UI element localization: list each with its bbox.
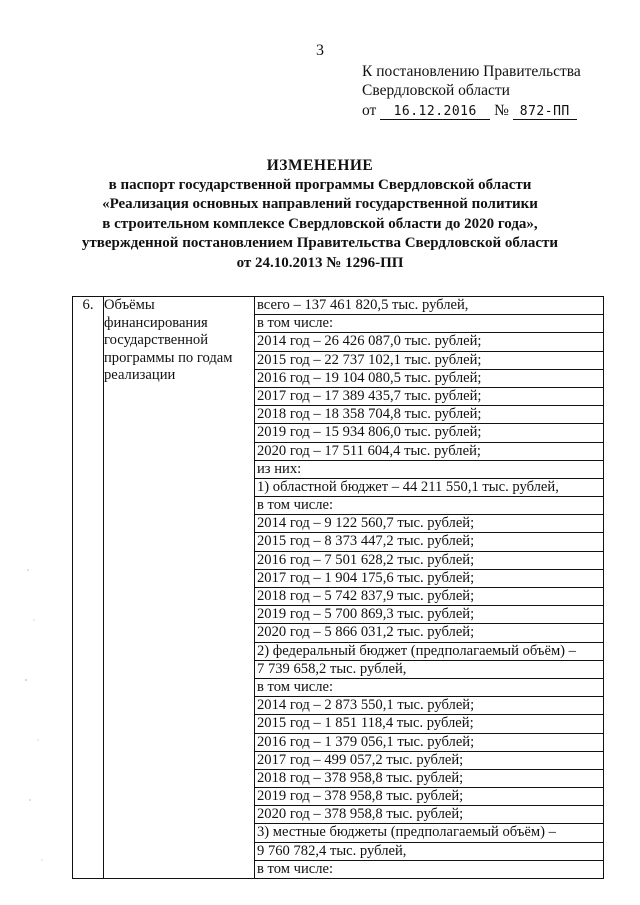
value-line: 2014 год – 26 426 087,0 тыс. рублей; bbox=[255, 333, 603, 351]
heading-line: от 24.10.2013 № 1296-ПП bbox=[236, 254, 404, 271]
value-line: 2018 год – 378 958,8 тыс. рублей; bbox=[255, 770, 603, 788]
value-line: 2015 год – 1 851 118,4 тыс. рублей; bbox=[255, 715, 603, 733]
approval-line-1: К постановлению Правительства bbox=[362, 63, 581, 80]
value-line: 2017 год – 17 389 435,7 тыс. рублей; bbox=[255, 388, 603, 406]
value-line: 2) федеральный бюджет (предполагаемый объём) – bbox=[255, 643, 603, 661]
value-lines bbox=[255, 297, 603, 878]
page-number: 3 bbox=[316, 42, 324, 59]
value-line: 2016 год – 19 104 080,5 тыс. рублей; bbox=[255, 370, 603, 388]
document-heading bbox=[0, 156, 640, 273]
value-line: из них: bbox=[255, 461, 603, 479]
value-line: 7 739 658,2 тыс. рублей, bbox=[255, 661, 603, 679]
value-line: в том числе: bbox=[257, 860, 334, 877]
row-label: Объёмы финансирования государственной программы по годам реализации bbox=[104, 297, 255, 879]
value-line: 1) областной бюджет – 44 211 550,1 тыс. рублей, bbox=[255, 479, 603, 497]
heading-line: «Реализация основных направлений государственной политики bbox=[102, 196, 538, 212]
heading-line: в строительном комплексе Свердловской области до 2020 года», bbox=[102, 215, 538, 232]
value-line: 2020 год – 378 958,8 тыс. рублей; bbox=[255, 806, 603, 824]
approval-line-2: Свердловской области bbox=[362, 82, 510, 99]
heading-line: в паспорт государственной программы Свердловской области bbox=[108, 176, 532, 193]
value-line: в том числе: bbox=[255, 679, 603, 697]
table-row bbox=[73, 297, 604, 879]
value-line: 2018 год – 5 742 837,9 тыс. рублей; bbox=[255, 588, 603, 606]
value-line: 2017 год – 499 057,2 тыс. рублей; bbox=[255, 752, 603, 770]
value-line: 2019 год – 15 934 806,0 тыс. рублей; bbox=[255, 424, 603, 442]
value-line: 2015 год – 22 737 102,1 тыс. рублей; bbox=[255, 352, 603, 370]
row-number: 6. bbox=[73, 297, 104, 879]
heading-title: ИЗМЕНЕНИЕ bbox=[266, 157, 374, 174]
value-line: 9 760 782,4 тыс. рублей, bbox=[255, 843, 603, 861]
value-line: 2015 год – 8 373 447,2 тыс. рублей; bbox=[255, 533, 603, 551]
number-label: № bbox=[494, 102, 509, 119]
value-line: 2017 год – 1 904 175,6 тыс. рублей; bbox=[255, 570, 603, 588]
value-line: 2020 год – 17 511 604,4 тыс. рублей; bbox=[255, 443, 603, 461]
row-values bbox=[255, 297, 604, 879]
value-line: 3) местные бюджеты (предполагаемый объём) – bbox=[255, 824, 603, 842]
scan-specks bbox=[20, 560, 60, 880]
decree-number: 872-ПП bbox=[513, 105, 577, 120]
value-line: в том числе: bbox=[255, 315, 603, 333]
approval-reference bbox=[362, 101, 612, 120]
heading-line: утвержденной постановлением Правительства Свердловской области bbox=[81, 235, 559, 251]
passport-table bbox=[72, 296, 604, 879]
value-line: 2018 год – 18 358 704,8 тыс. рублей; bbox=[255, 406, 603, 424]
from-label: от bbox=[362, 102, 377, 119]
approval-block bbox=[362, 62, 612, 120]
value-line: 2014 год – 9 122 560,7 тыс. рублей; bbox=[255, 515, 603, 533]
value-line: 2019 год – 378 958,8 тыс. рублей; bbox=[255, 788, 603, 806]
value-line: 2016 год – 7 501 628,2 тыс. рублей; bbox=[255, 552, 603, 570]
decree-date: 16.12.2016 bbox=[380, 105, 490, 120]
value-line: в том числе: bbox=[255, 497, 603, 515]
value-line: всего – 137 461 820,5 тыс. рублей, bbox=[255, 297, 603, 315]
value-line: 2016 год – 1 379 056,1 тыс. рублей; bbox=[255, 734, 603, 752]
value-line: 2014 год – 2 873 550,1 тыс. рублей; bbox=[255, 697, 603, 715]
value-line: 2019 год – 5 700 869,3 тыс. рублей; bbox=[255, 606, 603, 624]
value-line: 2020 год – 5 866 031,2 тыс. рублей; bbox=[255, 624, 603, 642]
